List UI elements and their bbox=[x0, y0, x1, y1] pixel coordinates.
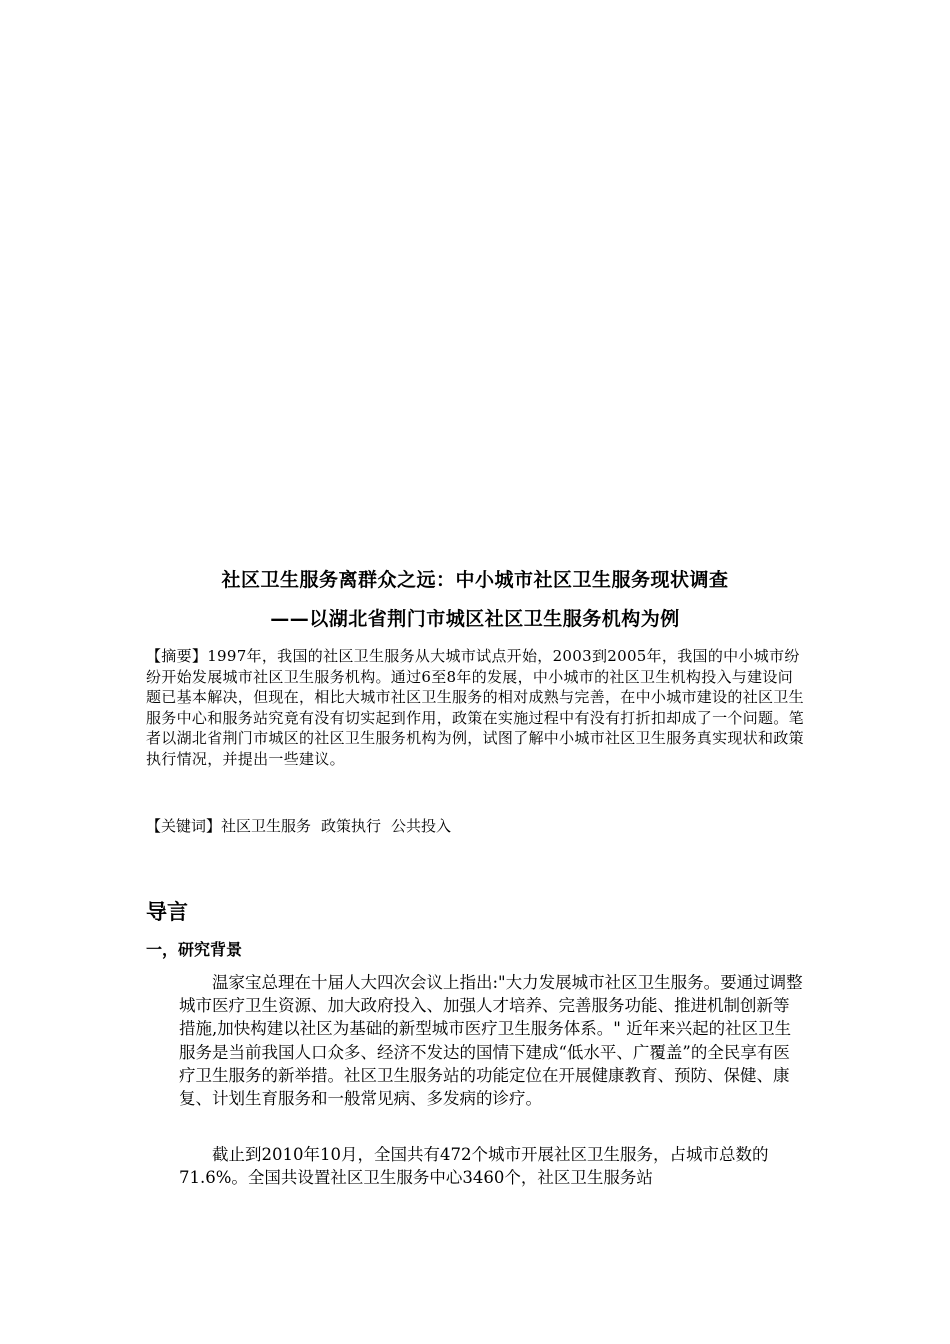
keyword-item: 公共投入 bbox=[391, 817, 452, 835]
abstract-label: 【摘要】 bbox=[146, 647, 208, 665]
subsection-heading: 一，研究背景 bbox=[146, 940, 243, 959]
body-paragraph: 截止到2010年10月，全国共有472个城市开展社区卫生服务，占城市总数的71.6%。全国共设置社区卫生服务中心3460个，社区卫生服务站 bbox=[179, 1145, 769, 1188]
section-heading: 导言 bbox=[146, 900, 188, 924]
keywords-label: 【关键词】 bbox=[146, 817, 222, 835]
keywords bbox=[146, 816, 806, 836]
document-title: 社区卫生服务离群众之远：中小城市社区卫生服务现状调查 bbox=[221, 569, 729, 591]
keyword-item: 社区卫生服务 bbox=[221, 817, 312, 835]
abstract-text: 1997年，我国的社区卫生服务从大城市试点开始，2003到2005年，我国的中小城市纷纷开始发展城市社区卫生服务机构。通过6至8年的发展，中小城市的社区卫生机构投入与建设问题已基本解决，但现在，相比大城市社区卫生服务的相对成熟与完善，在中小城市建设的社区卫生服务中心和服务站究竟有没有切实起到作用，政策在实施过程中有没有打折扣却成了一个问题。笔者以湖北省荆门市城区的社区卫生服务机构为例，试图了解中小城市社区卫生服务真实现状和政策执行情况，并提出一些建议。 bbox=[146, 647, 804, 768]
body-paragraph: 温家宝总理在十届人大四次会议上指出:"大力发展城市社区卫生服务。要通过调整城市医疗卫生资源、加大政府投入、加强人才培养、完善服务功能、推进机制创新等措施,加快构建以社区为基础的新型城市医疗卫生服务体系。" 近年来兴起的社区卫生服务是当前我国人口众多、经济不发达的国情下建成“低水平、广覆盖”的全民享有医疗卫生服务的新举措。社区卫生服务站的功能定位在开展健康教育、预防、保健、康复、计划生育服务和一般常见病、多发病的诊疗。 bbox=[179, 973, 803, 1109]
keyword-item: 政策执行 bbox=[321, 817, 382, 835]
document-subtitle: ——以湖北省荆门市城区社区卫生服务机构为例 bbox=[270, 608, 680, 630]
abstract bbox=[146, 646, 806, 769]
